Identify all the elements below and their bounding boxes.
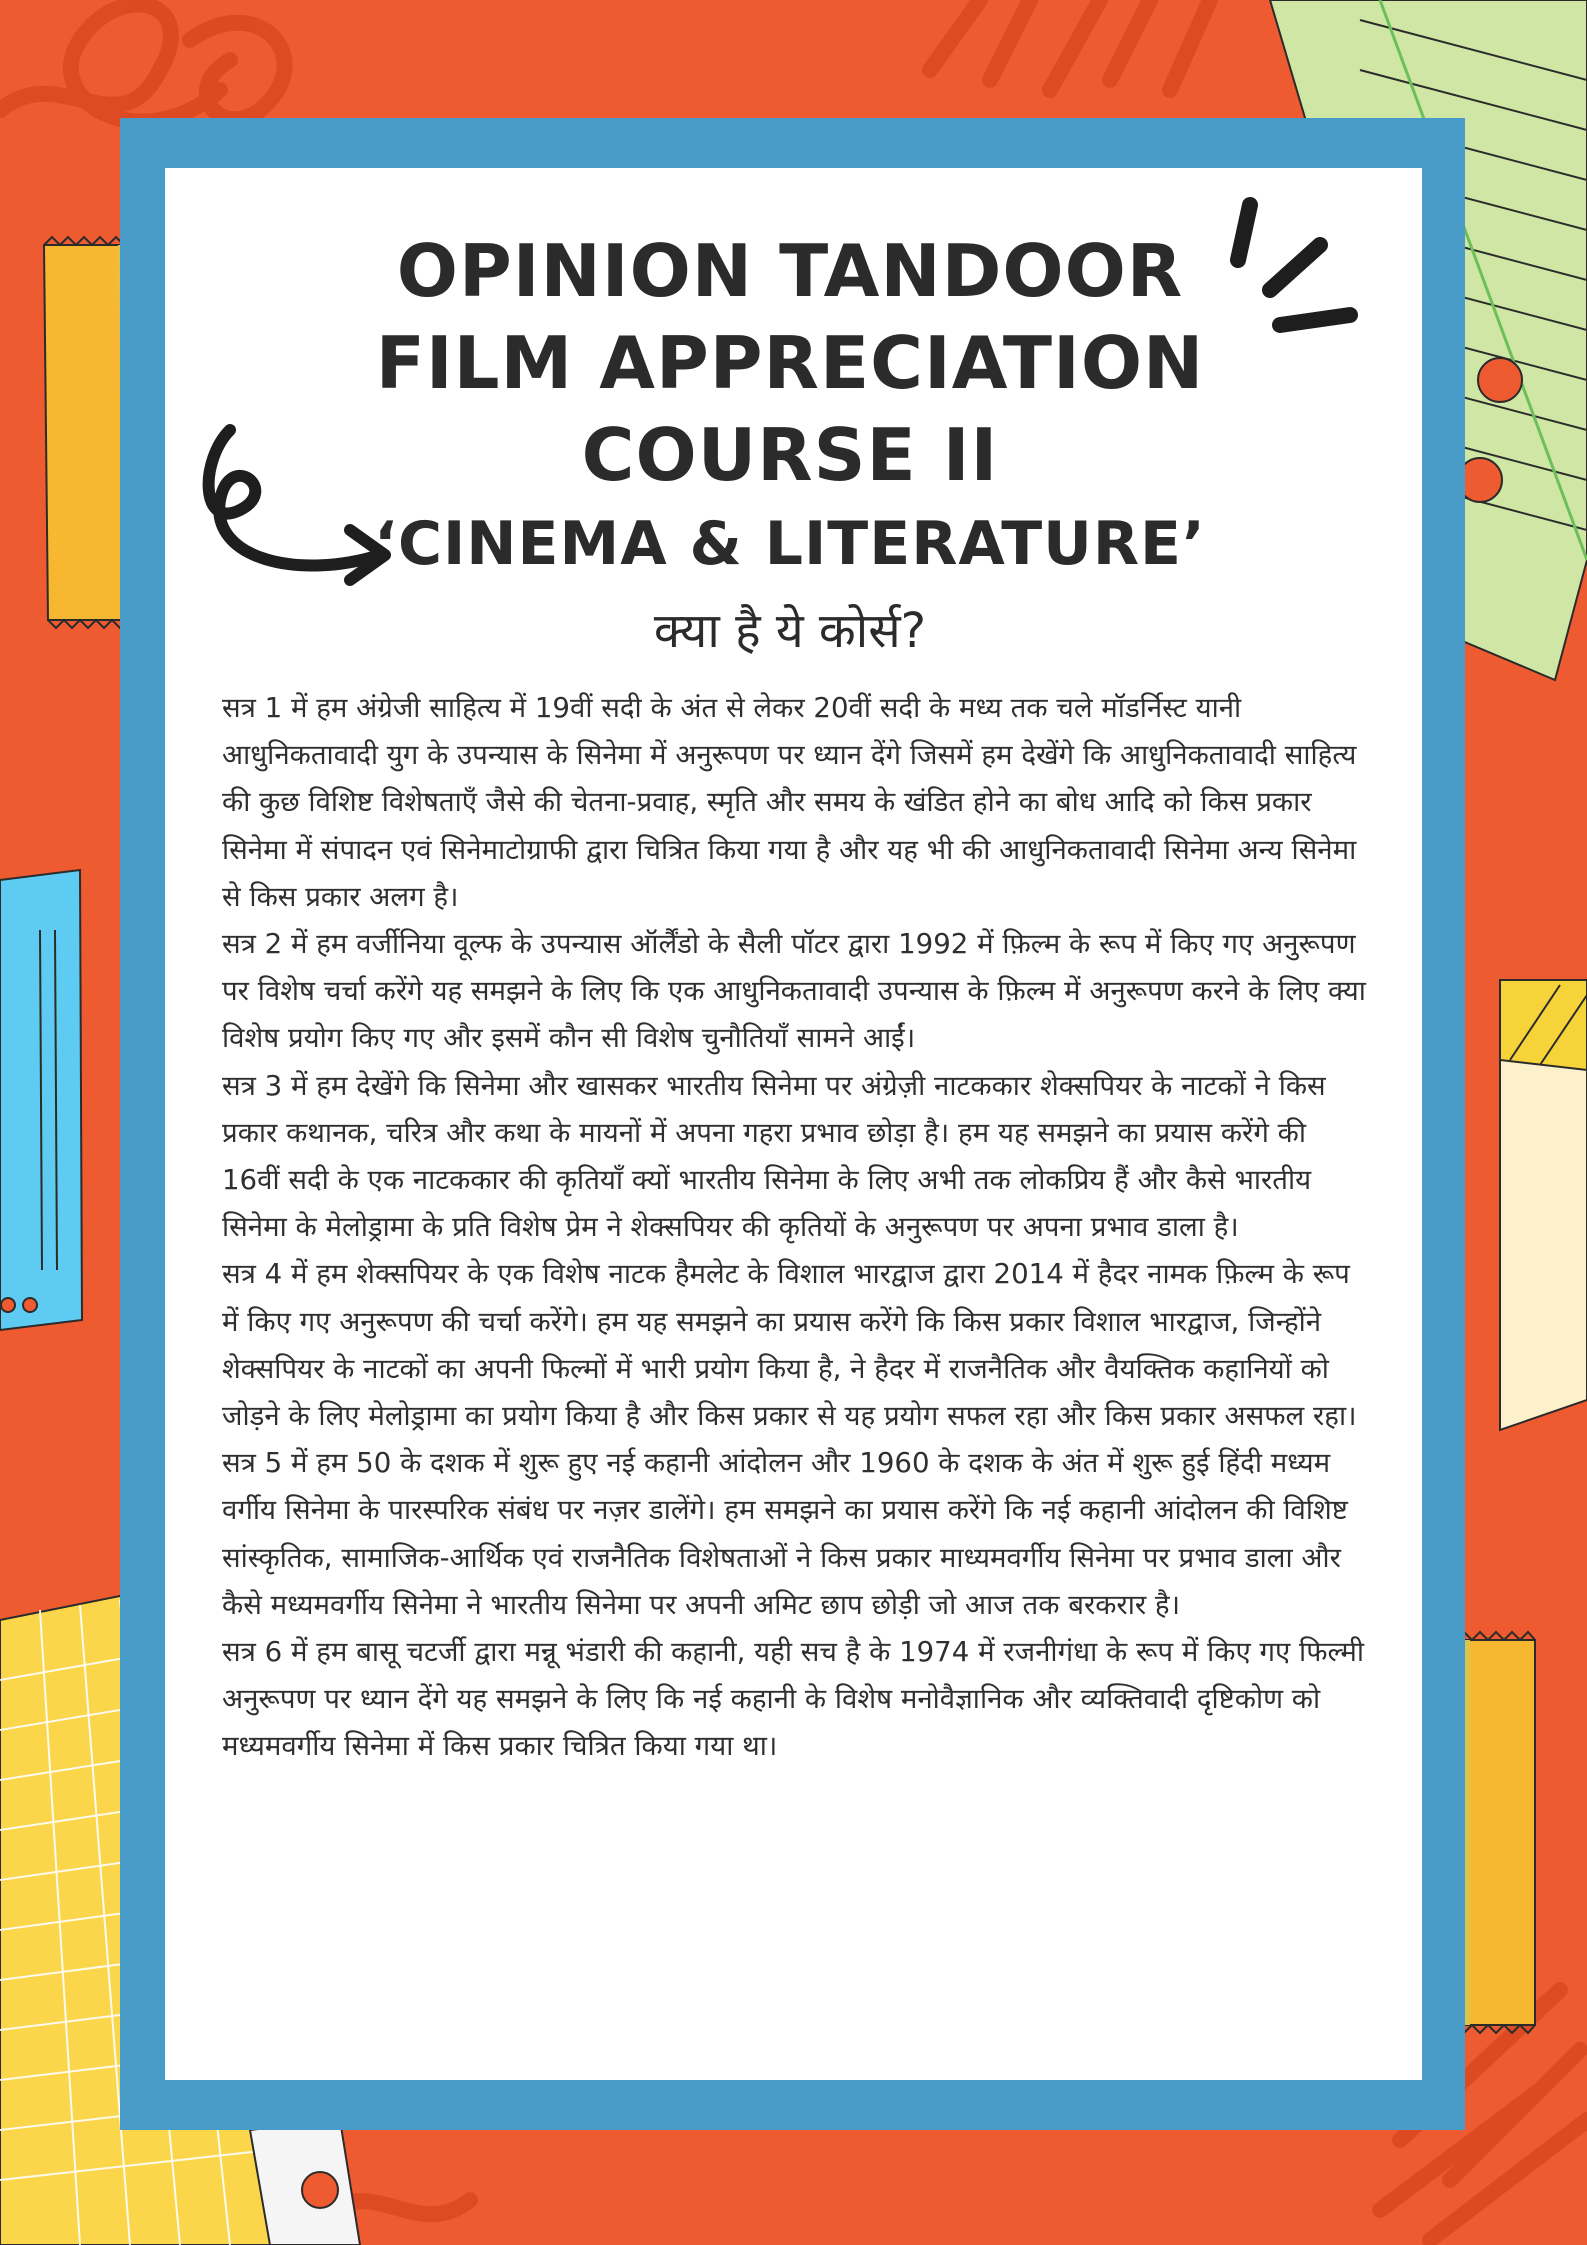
- session-6-text: सत्र 6 में हम बासू चटर्जी द्वारा मन्नू भंडारी की कहानी, यही सच है के 1974 में रजनीगंधा के रूप में किए गए फिल्मी अनुरूपण पर ध्यान देंगे यह समझने के लिए कि नई कहानी के विशेष मनोवैज्ञानिक और व्यक्तिवादी दृष्टिकोण को मध्यमवर्गीय सिनेमा में किस प्रकार चित्रित किया गया था।: [222, 1635, 1365, 1763]
- poster-subtitle: क्या है ये कोर्स?: [653, 603, 927, 659]
- poster-title: [330, 225, 1250, 587]
- title-line-4: ‘CINEMA & LITERATURE’: [374, 509, 1206, 579]
- session-3-text: सत्र 3 में हम देखेंगे कि सिनेमा और खासकर भारतीय सिनेमा पर अंग्रेज़ी नाटककार शेक्सपियर के नाटकों ने किस प्रकार कथानक, चरित्र और कथा के मायनों में अपना गहरा प्रभाव छोड़ा है। हम यह समझने का प्रयास करेंगे की 16वीं सदी के एक नाटककार की कृतियाँ क्यों भारतीय सिनेमा के लिए अभी तक लोकप्रिय हैं और कैसे भारतीय सिनेमा के मेलोड्रामा के प्रति विशेष प्रेम ने शेक्सपियर की कृतियों के अनुरूपण पर अपना प्रभाव डाला है।: [222, 1068, 1326, 1244]
- session-5-text: सत्र 5 में हम 50 के दशक में शुरू हुए नई कहानी आंदोलन और 1960 के दशक के अंत में शुरू हुई हिंदी मध्यम वर्गीय सिनेमा के पारस्परिक संबंध पर नज़र डालेंगे। हम समझने का प्रयास करेंगे कि नई कहानी आंदोलन की विशिष्ट सांस्कृतिक, सामाजिक-आर्थिक एवं राजनैतिक विशेषताओं ने किस प्रकार माध्यमवर्गीय सिनेमा पर प्रभाव डाला और कैसे मध्यमवर्गीय सिनेमा ने भारतीय सिनेमा पर अपनी अमिट छाप छोड़ी जो आज तक बरकरार है।: [222, 1446, 1348, 1621]
- title-line-3: COURSE II: [581, 413, 999, 497]
- title-line-2: FILM APPRECIATION: [375, 321, 1205, 405]
- session-1-text: सत्र 1 में हम अंग्रेजी साहित्य में 19वीं सदी के अंत से लेकर 20वीं सदी के मध्य तक चले मॉडर्निस्ट यानी आधुनिकतावादी युग के उपन्यास के सिनेमा में अनुरूपण पर ध्यान देंगे जिसमें हम देखेंगे कि आधुनिकतावादी साहित्य की कुछ विशिष्ट विशेषताएँ जैसे की चेतना-प्रवाह, स्मृति और समय के खंडित होने का बोध आदि को किस प्रकार सिनेमा में संपादन एवं सिनेमाटोग्राफी द्वारा चित्रित किया गया है और यह भी की आधुनिकतावादी सिनेमा अन्य सिनेमा से किस प्रकार अलग है।: [222, 691, 1357, 913]
- course-description: [222, 684, 1367, 1770]
- session-4-text: सत्र 4 में हम शेक्सपियर के एक विशेष नाटक हैमलेट के विशाल भारद्वाज द्वारा 2014 में हैदर नामक फ़िल्म के रूप में किए गए अनुरूपण की चर्चा करेंगे। हम यह समझने का प्रयास करेंगे कि किस प्रकार विशाल भारद्वाज, जिन्होंने शेक्सपियर के नाटकों का अपनी फिल्मों में भारी प्रयोग किया है, ने हैदर में राजनैतिक और वैयक्तिक कहानियों को जोड़ने के लिए मेलोड्रामा का प्रयोग किया है और किस प्रकार से यह प्रयोग सफल रहा और किस प्रकार असफल रहा।: [222, 1257, 1357, 1433]
- title-line-1: OPINION TANDOOR: [396, 229, 1184, 313]
- session-2-text: सत्र 2 में हम वर्जीनिया वूल्फ के उपन्यास ऑर्लैंडो के सैली पॉटर द्वारा 1992 में फ़िल्म के रूप में किए गए अनुरूपण पर विशेष चर्चा करेंगे यह समझने के लिए कि एक आधुनिकतावादी उपन्यास के फ़िल्म में अनुरूपण करने के लिए क्या विशेष प्रयोग किए गए और इसमें कौन सी विशेष चुनौतियाँ सामने आईं।: [222, 927, 1366, 1055]
